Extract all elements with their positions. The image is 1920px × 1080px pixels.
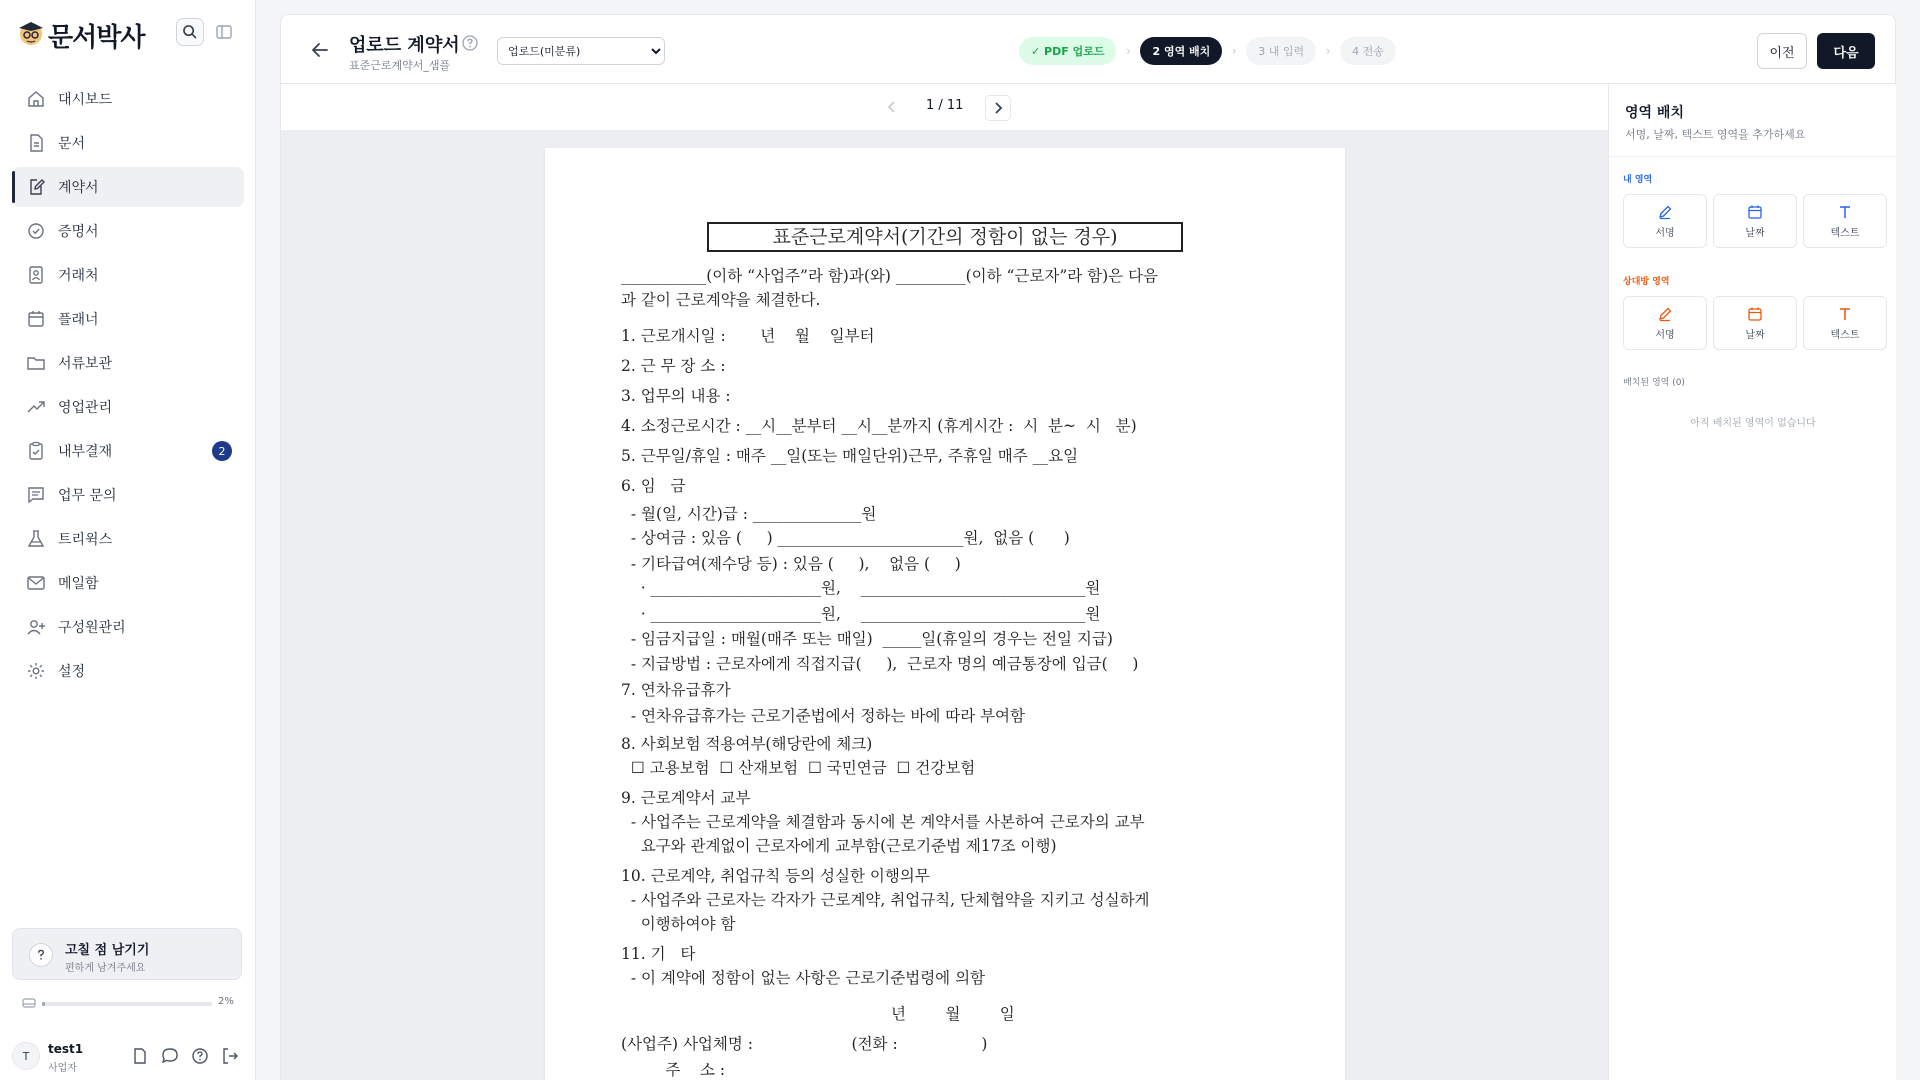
sidebar-item-inquiry[interactable] [12,475,244,515]
storage-icon [22,996,36,1010]
my-area-label: 내 영역 [1623,175,1653,185]
sidebar-item-label: 메일함 [58,576,99,592]
sidebar-item-label: 영업관리 [58,400,113,416]
calendar-icon [26,309,46,329]
document-line: - 상여금 : 있음 ( ) ________________________원, 없음 ( ) [621,529,1070,547]
step-area-placement[interactable]: 2 영역 배치 [1140,37,1222,65]
next-page-button[interactable] [985,95,1011,121]
flask-icon [26,529,46,549]
other-text-tile[interactable] [1803,296,1887,350]
panel-subtitle: 서명, 날짜, 텍스트 영역을 추가하세요 [1625,128,1806,141]
feedback-subtitle: 편하게 남겨주세요 [65,963,146,974]
document-line: ___________(이하 “사업주”라 함)과(와) _________(이하 “근로자”라 함)은 다음 [621,267,1159,285]
document-icon [26,133,46,153]
document-line: 8. 사회보험 적용여부(해당란에 체크) [621,735,873,753]
document-line: - 사업주와 근로자는 각자가 근로계약, 취업규칙, 단체협약을 지키고 성실하게 [621,891,1150,909]
prev-page-chevron-icon[interactable] [881,96,903,118]
step-pdf-upload[interactable]: ✓ PDF 업로드 [1019,37,1116,65]
document-line: 11. 기 타 [621,945,696,963]
sidebar-item-planner[interactable] [12,299,244,339]
step-chevron-icon: › [1325,44,1331,58]
app-logo-text[interactable]: 문서박사 [48,23,145,53]
document-line: - 지급방법 : 근로자에게 직접지급( ), 근로자 명의 예금통장에 입금( ) [621,655,1139,673]
panel-title: 영역 배치 [1625,105,1684,121]
sidebar-item-label: 설정 [58,664,86,680]
signature-pen-icon [1657,204,1673,220]
sidebar-item-members[interactable] [12,607,244,647]
my-area-tiles [1623,194,1887,248]
document-page[interactable] [545,148,1345,1080]
feedback-title: 고칠 점 남기기 [65,943,150,958]
document-line: 과 같이 근로계약을 체결한다. [621,291,821,309]
next-button[interactable]: 다음 [1817,33,1875,69]
my-date-tile[interactable] [1713,194,1797,248]
document-line: - 기타급여(제수당 등) : 있음 ( ), 없음 ( ) [621,555,961,573]
document-line: 5. 근무일/휴일 : 매주 __일(또는 매일단위)근무, 주휴일 매주 __요일 [621,447,1079,465]
step-chevron-icon: › [1126,44,1131,58]
storage-percent: 2% [218,996,234,1007]
progress-steps [1019,37,1396,65]
document-line: 10. 근로계약, 취업규칙 등의 성실한 이행의무 [621,867,930,885]
other-party-area-label: 상대방 영역 [1623,277,1670,287]
sidebar-toggle-icon[interactable] [214,22,234,42]
document-line: ☐ 고용보험 ☐ 산재보험 ☐ 국민연금 ☐ 건강보험 [621,759,976,777]
other-date-tile[interactable] [1713,296,1797,350]
message-icon [26,485,46,505]
gear-icon [26,661,46,681]
sidebar-item-mailbox[interactable] [12,563,244,603]
user-actions [130,1046,240,1066]
user-profile [12,1040,244,1072]
question-circle-icon[interactable] [461,34,479,52]
document-line: - 이 계약에 정함이 없는 사항은 근로기준법령에 의함 [621,969,986,987]
tile-label: 텍스트 [1830,227,1860,239]
document-line: 주 소 : [621,1061,726,1079]
feedback-question-icon [29,943,53,967]
document-line: - 월(일, 시간)급 : ______________원 [621,505,877,523]
user-plus-icon [26,617,46,637]
category-select[interactable] [497,37,665,65]
page-indicator: 1 / 11 [926,98,964,113]
sidebar-item-label: 내부결재 [58,444,113,460]
document-date-line: 년 월 일 [891,1005,1015,1023]
other-party-area-tiles [1623,296,1887,350]
file-icon[interactable] [130,1046,150,1066]
sidebar-item-documents[interactable] [12,123,244,163]
sidebar-item-label: 업무 문의 [58,488,117,504]
sidebar-item-dashboard[interactable] [12,79,244,119]
document-line: 9. 근로계약서 교부 [621,789,751,807]
document-line: (사업주) 사업체명 : (전화 : ) [621,1035,988,1053]
chat-icon[interactable] [160,1046,180,1066]
document-file-name: 표준근로계약서_샘플 [349,59,451,72]
page-navigator [280,84,1608,130]
document-line: 요구와 관계없이 근로자에게 교부함(근로기준법 제17조 이행) [621,837,1057,855]
my-signature-tile[interactable] [1623,194,1707,248]
tile-label: 날짜 [1745,227,1765,239]
sidebar-item-archive[interactable] [12,343,244,383]
previous-button[interactable]: 이전 [1757,33,1807,69]
sidebar-item-clients[interactable] [12,255,244,295]
clipboard-icon [26,441,46,461]
step-send: 4 전송 [1340,37,1396,65]
document-line: · ______________________원, _____________________________원 [621,579,1101,597]
contact-card-icon [26,265,46,285]
tile-label: 서명 [1655,329,1675,341]
calendar-icon [1747,306,1763,322]
sidebar-item-approval[interactable] [12,431,244,471]
home-icon [26,89,46,109]
sidebar-item-settings[interactable] [12,651,244,691]
search-button[interactable] [176,18,204,46]
sidebar-item-label: 대시보드 [58,92,113,108]
sidebar-item-label: 서류보관 [58,356,113,372]
signature-pen-icon [1657,306,1673,322]
storage-progress-fill [42,1002,45,1006]
tile-label: 날짜 [1745,329,1765,341]
storage-usage [22,996,244,1012]
other-signature-tile[interactable] [1623,296,1707,350]
feedback-card[interactable] [12,928,242,980]
text-icon [1837,204,1853,220]
storage-progress-bar [42,1002,212,1006]
tile-label: 서명 [1655,227,1675,239]
document-line: · ______________________원, _____________________________원 [621,605,1101,623]
calendar-icon [1747,204,1763,220]
sidebar-item-certificates[interactable] [12,211,244,251]
logout-icon[interactable] [220,1046,240,1066]
check-circle-icon [26,221,46,241]
document-line: 6. 임 금 [621,477,686,495]
document-line: 이행하여야 함 [621,915,736,933]
editor-header [280,14,1896,84]
mascot-logo-icon [16,17,46,47]
logo-row [16,14,240,53]
approval-count-badge: 2 [212,441,232,461]
document-line: - 연차유급휴가는 근로기준법에서 정하는 바에 따라 부여함 [621,707,1026,725]
user-role: 사업자 [48,1063,77,1074]
sidebar-item-label: 플래너 [58,312,99,328]
step-my-input: 3 내 입력 [1246,37,1316,65]
placed-areas-label: 배치된 영역 (0) [1623,378,1685,388]
area-placement-panel [1608,84,1896,1080]
sidebar-item-label: 문서 [58,136,86,152]
sidebar-item-label: 계약서 [58,180,99,196]
next-page-chevron-icon [986,96,1010,120]
my-text-tile[interactable] [1803,194,1887,248]
tile-label: 텍스트 [1830,329,1860,341]
back-arrow-icon[interactable] [309,39,331,61]
document-line: 7. 연차유급휴가 [621,681,731,699]
document-line: - 임금지급일 : 매월(매주 또는 매일) _____일(휴일의 경우는 전일 지급) [621,630,1113,648]
step-chevron-icon: › [1231,44,1237,58]
document-line: 3. 업무의 내용 : [621,387,731,405]
edit-document-icon [26,177,46,197]
document-line: - 사업주는 근로계약을 체결함과 동시에 본 계약서를 사본하여 근로자의 교부 [621,813,1145,831]
sidebar-item-triwix[interactable] [12,519,244,559]
avatar[interactable]: T [12,1042,40,1070]
page-title: 업로드 계약서 [349,35,460,56]
document-heading: 표준근로계약서(기간의 정함이 없는 경우) [707,222,1183,252]
search-icon [177,19,203,45]
empty-state-text: 아직 배치된 영역이 없습니다 [1690,418,1816,429]
sidebar-item-label: 증명서 [58,224,99,240]
trend-icon [26,397,46,417]
mail-icon [26,573,46,593]
folder-icon [26,353,46,373]
sidebar-nav [12,79,244,695]
document-line: 4. 소정근로시간 : __시__분부터 __시__분까지 (휴게시간 : 시 분~ 시 분) [621,417,1137,435]
document-viewer[interactable] [280,130,1608,1080]
sidebar-item-contracts[interactable] [12,167,244,207]
document-line: 2. 근 무 장 소 : [621,357,726,375]
sidebar [0,0,256,1080]
sidebar-item-label: 거래처 [58,268,99,284]
panel-divider [1609,156,1897,157]
sidebar-item-label: 구성원관리 [58,620,126,636]
document-line: 1. 근로개시일 : 년 월 일부터 [621,327,875,345]
help-icon[interactable] [190,1046,210,1066]
user-name: test1 [48,1042,84,1056]
text-icon [1837,306,1853,322]
sidebar-item-label: 트리윅스 [58,532,113,548]
sidebar-item-sales[interactable] [12,387,244,427]
